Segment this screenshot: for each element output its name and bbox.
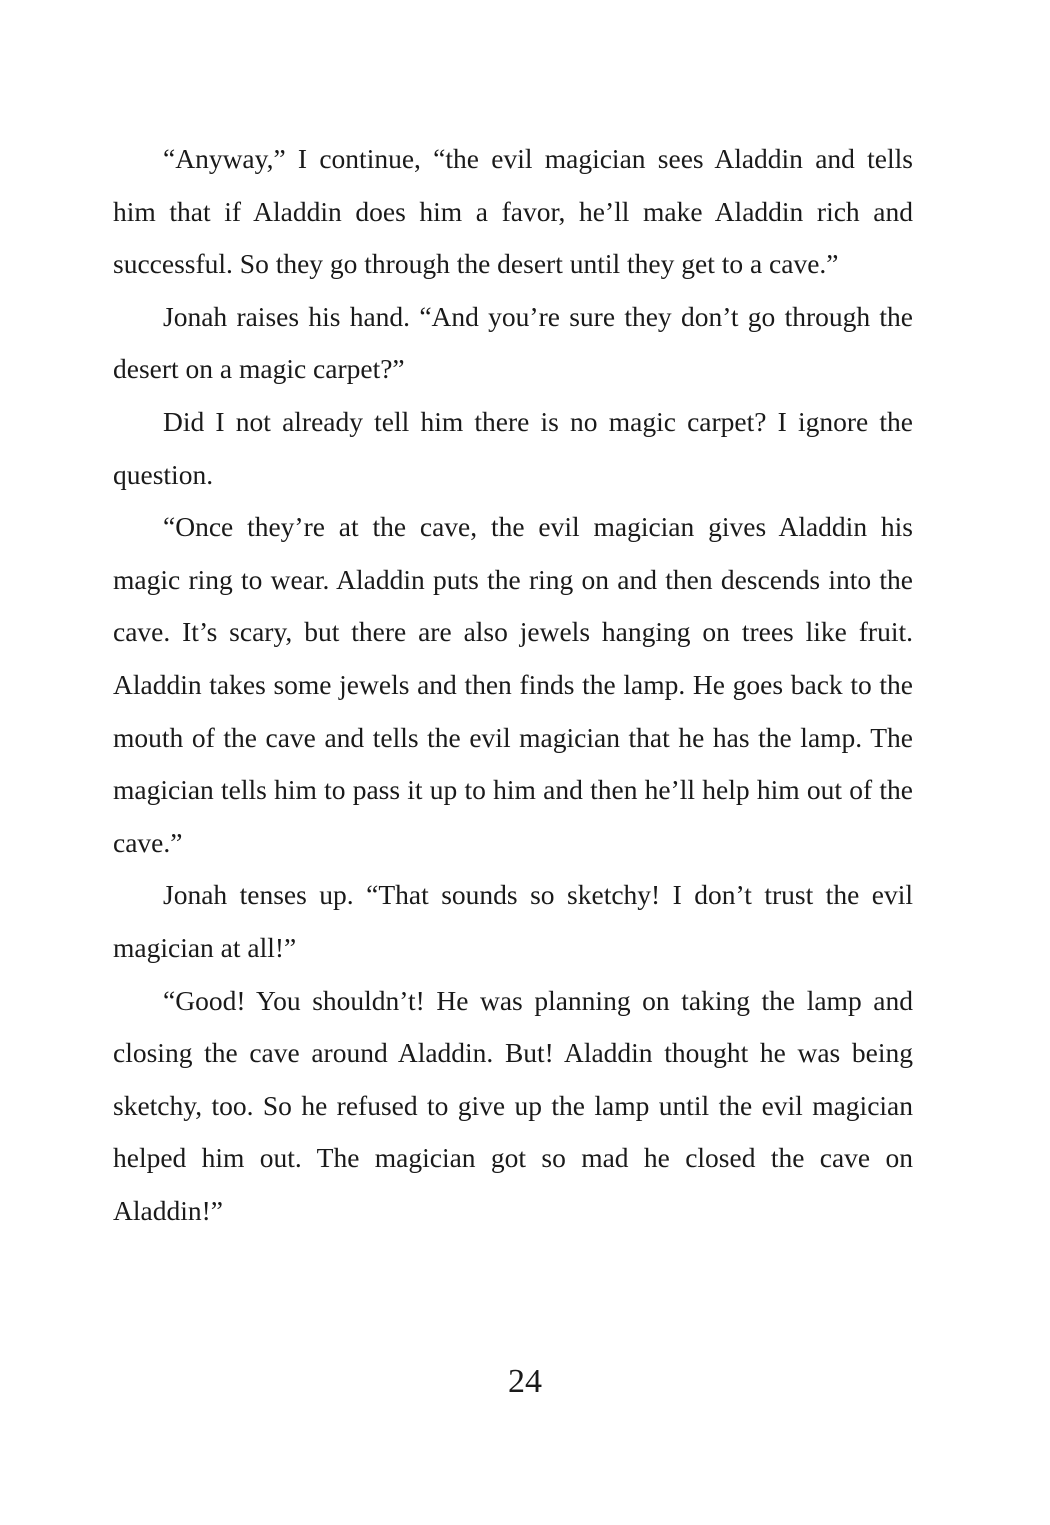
paragraph: “Good! You shouldn’t! He was planning on taking the lamp and closing the cave around Aladdin. But! Aladdin thought he was being sketchy, too. So he refused to give up the lamp until the evil magician helped him out. The magician got so mad he closed the cave on Aladdin!” — [113, 984, 913, 1226]
paragraph: Jonah raises his hand. “And you’re sure they don’t go through the desert on a magic carpet?” — [113, 300, 913, 385]
paragraph: Did I not already tell him there is no magic carpet? I ignore the question. — [113, 405, 913, 490]
paragraph: Jonah tenses up. “That sounds so sketchy! I don’t trust the evil magician at all!” — [113, 879, 913, 963]
page-number: 24 — [508, 1363, 542, 1400]
paragraph: “Anyway,” I continue, “the evil magician sees Aladdin and tells him that if Aladdin does him a favor, he’ll make Aladdin rich and successful. So they go through the desert until they get to a cave.” — [113, 143, 913, 280]
body-text — [113, 133, 913, 1237]
paragraph: “Once they’re at the cave, the evil magician gives Aladdin his magic ring to wear. Aladdin puts the ring on and then descends into the cave. It’s scary, but there are also jewels hanging on trees like fruit. Aladdin takes some jewels and then finds the lamp. He goes back to the mouth of the cave and tells the evil magician that he has the lamp. The magician tells him to pass it up to him and then he’ll help him out of the cave.” — [113, 511, 913, 858]
